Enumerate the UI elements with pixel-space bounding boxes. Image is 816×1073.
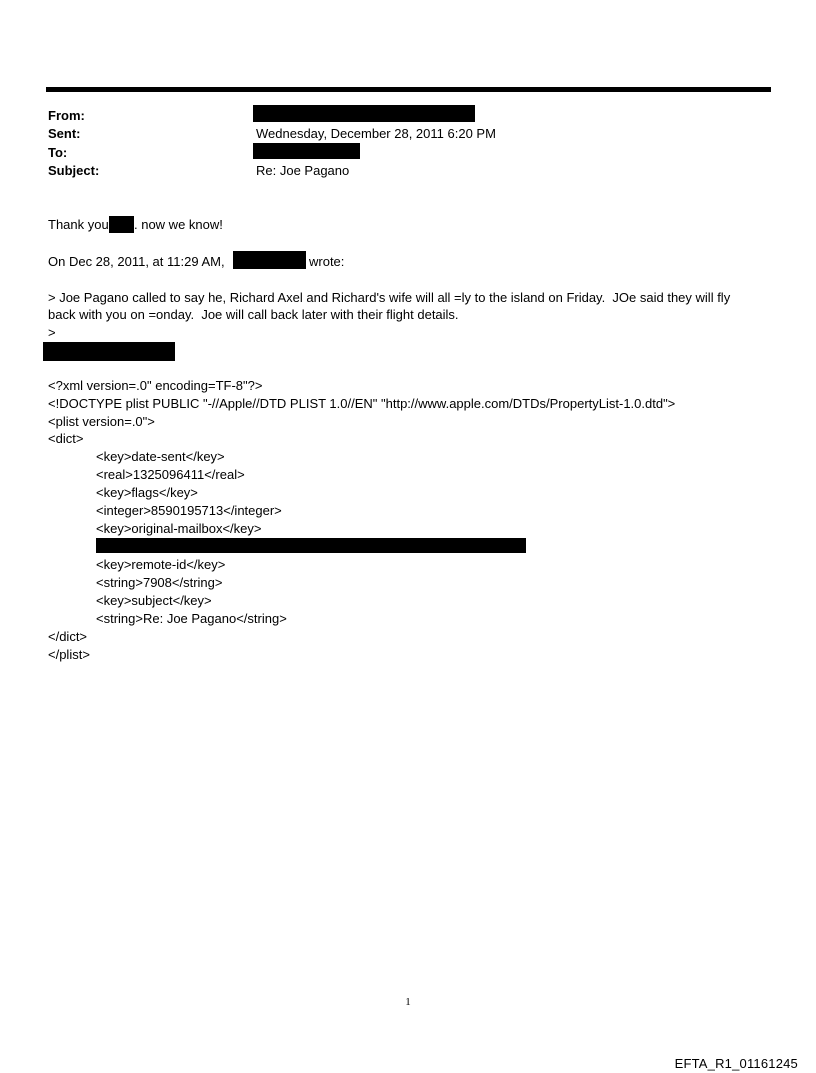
plist-open: <plist version=.0"> <box>48 414 155 429</box>
redaction-name <box>109 216 134 233</box>
plist-entry: <key>date-sent</key> <box>96 449 225 464</box>
subject-label: Subject: <box>48 163 100 178</box>
plist-entry: <string>7908</string> <box>96 575 223 590</box>
plist-entry: <key>remote-id</key> <box>96 557 226 572</box>
quote-line: back with you on =onday. Joe will call back later with their flight details. <box>48 307 459 322</box>
dict-close: </dict> <box>48 629 88 644</box>
plist-entry: <integer>8590195713</integer> <box>96 503 282 518</box>
from-label: From: <box>48 108 85 123</box>
quote-intro-after: wrote: <box>309 254 345 269</box>
xml-declaration: <?xml version=.0" encoding=TF-8"?> <box>48 378 263 393</box>
redaction-sender <box>233 251 306 269</box>
redaction-from <box>253 105 475 122</box>
subject-value: Re: Joe Pagano <box>256 163 350 178</box>
quote-line: > Joe Pagano called to say he, Richard Axel and Richard's wife will all =ly to the island on Friday. JOe said they will fly <box>48 290 731 305</box>
thanks-text-after: . now we know! <box>134 217 223 232</box>
header-rule <box>46 87 771 92</box>
plist-entry: <key>subject</key> <box>96 593 212 608</box>
plist-entry: <string>Re: Joe Pagano</string> <box>96 611 287 626</box>
to-label: To: <box>48 145 68 160</box>
document-id: EFTA_R1_01161245 <box>674 1056 798 1071</box>
quote-line: > <box>48 325 56 340</box>
plist-close: </plist> <box>48 647 90 662</box>
dict-open: <dict> <box>48 431 84 446</box>
sent-value: Wednesday, December 28, 2011 6:20 PM <box>256 126 496 141</box>
page-number: 1 <box>405 996 411 1008</box>
plist-entry: <key>original-mailbox</key> <box>96 521 262 536</box>
redaction-to <box>253 143 360 159</box>
doctype-line: <!DOCTYPE plist PUBLIC "-//Apple//DTD PLIST 1.0//EN" "http://www.apple.com/DTDs/PropertyList-1.0.dtd"> <box>48 396 676 411</box>
thanks-text-before: Thank you <box>48 217 109 232</box>
quote-intro-before: On Dec 28, 2011, at 11:29 AM, <box>48 254 225 269</box>
redaction-mailbox <box>96 538 526 553</box>
plist-entry: <key>flags</key> <box>96 485 198 500</box>
sent-label: Sent: <box>48 126 81 141</box>
redaction-block <box>43 342 175 361</box>
plist-entry: <real>1325096411</real> <box>96 467 245 482</box>
